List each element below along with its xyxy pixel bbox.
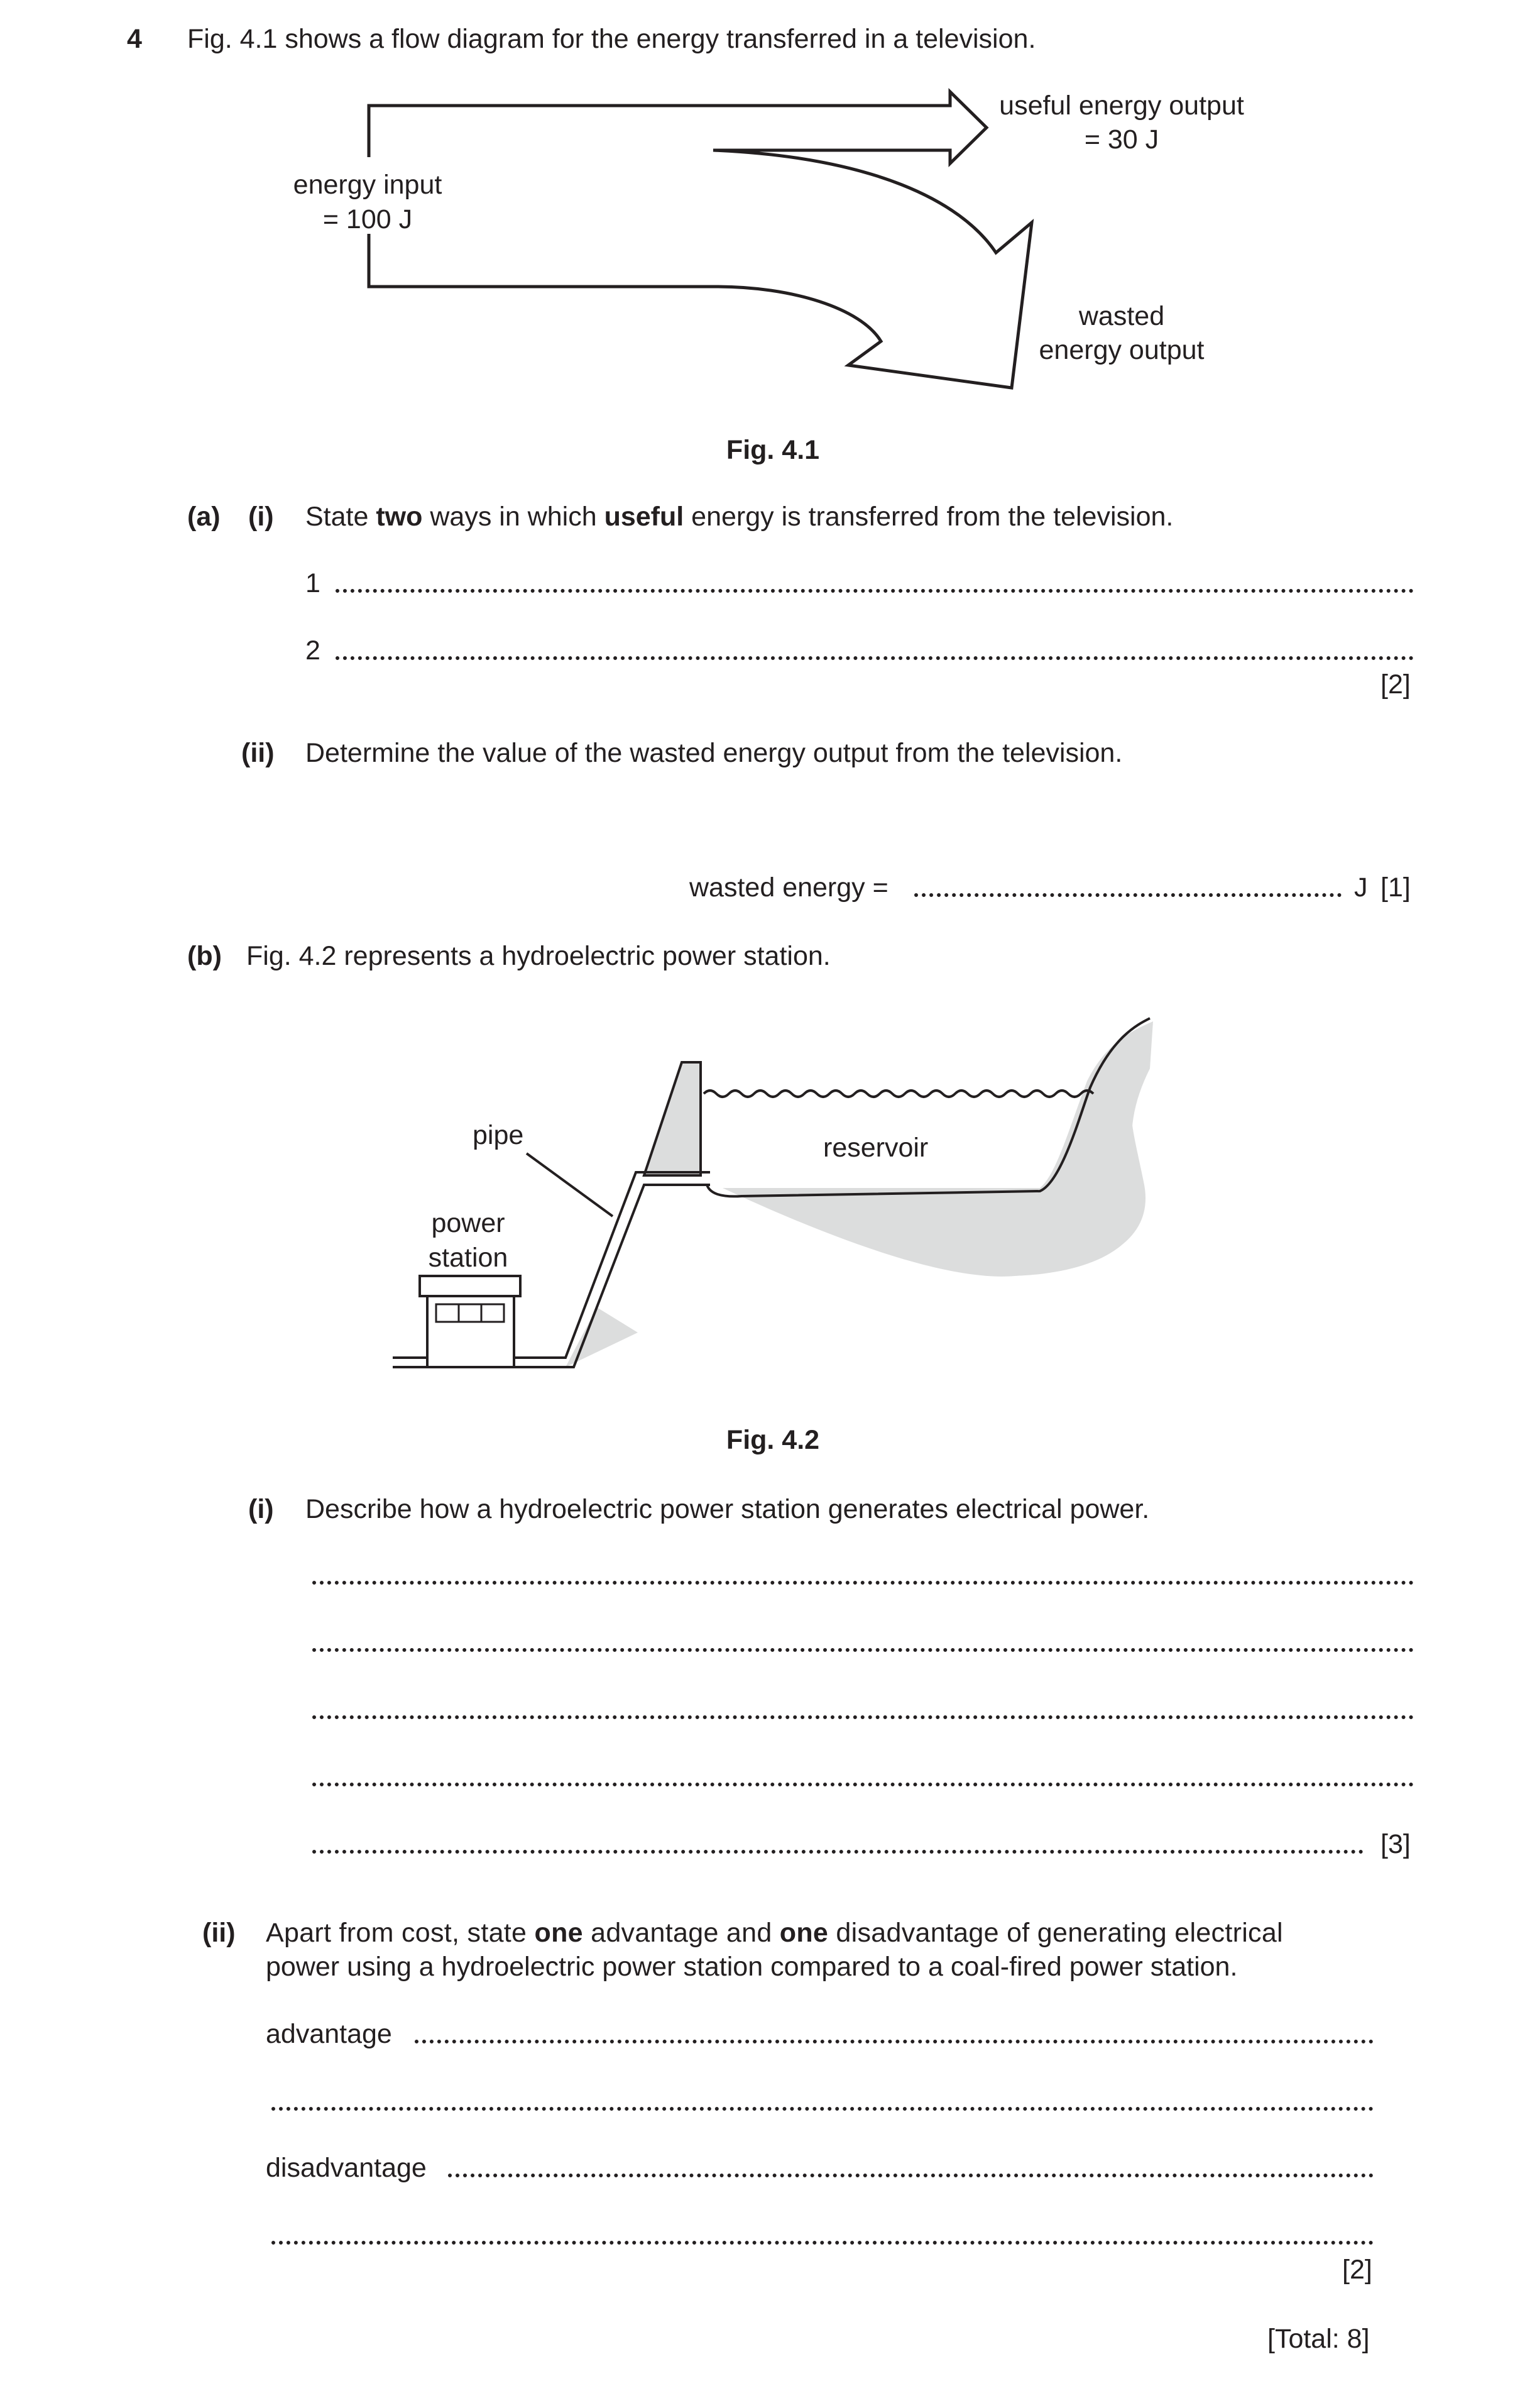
- answer-line-b-i-1[interactable]: [312, 1581, 1414, 1585]
- question-number: 4: [127, 24, 142, 54]
- part-a-i-question: State two ways in which useful energy is transferred from the television.: [305, 502, 1174, 532]
- marks-b-ii: [2]: [1342, 2255, 1372, 2285]
- part-b-i-question: Describe how a hydroelectric power station generates electrical power.: [305, 1494, 1150, 1524]
- power-station-window: [436, 1304, 504, 1322]
- water-surface: [704, 1091, 1093, 1097]
- marks-a-ii: [1]: [1381, 872, 1411, 903]
- total-marks: [Total: 8]: [1267, 2324, 1370, 2354]
- wasted-output-label-1: wasted: [1078, 301, 1165, 331]
- mountain-shading: [1005, 1021, 1153, 1276]
- question-intro: Fig. 4.1 shows a flow diagram for the energy transferred in a television.: [187, 24, 1036, 54]
- energy-input-label-2: = 100 J: [322, 204, 413, 234]
- reservoir-label: reservoir: [823, 1133, 929, 1163]
- answer-line-b-i-2[interactable]: [312, 1648, 1414, 1652]
- answer-line-2-number: 2: [305, 635, 320, 666]
- part-a-ii-label: (ii): [241, 738, 275, 768]
- marks-a-i: [2]: [1381, 669, 1411, 700]
- disadvantage-answer-line-2[interactable]: [271, 2241, 1374, 2245]
- disadvantage-answer-line-1[interactable]: [448, 2174, 1374, 2177]
- power-station-label-2: station: [428, 1243, 508, 1273]
- energy-input-label-1: energy input: [293, 170, 442, 200]
- part-a-i-label: (i): [248, 502, 274, 532]
- useful-output-label-2: = 30 J: [1084, 124, 1159, 155]
- part-a-label: (a): [187, 502, 221, 532]
- wasted-output-label-2: energy output: [1039, 335, 1205, 365]
- part-b-intro: Fig. 4.2 represents a hydroelectric power station.: [246, 941, 831, 971]
- part-b-ii-label: (ii): [202, 1918, 236, 1948]
- wasted-energy-answer-label: wasted energy =: [689, 872, 888, 903]
- part-a-ii-question: Determine the value of the wasted energy output from the television.: [305, 738, 1123, 768]
- disadvantage-label: disadvantage: [266, 2153, 427, 2183]
- power-station-label-1: power: [431, 1208, 505, 1238]
- answer-line-1-number: 1: [305, 568, 320, 598]
- wasted-energy-unit: J: [1354, 872, 1368, 903]
- advantage-label: advantage: [266, 2019, 392, 2049]
- answer-line-b-i-3[interactable]: [312, 1715, 1414, 1719]
- dam: [644, 1062, 701, 1175]
- marks-b-i: [3]: [1381, 1829, 1411, 1859]
- answer-line-b-i-5[interactable]: [312, 1850, 1364, 1854]
- pipe-label: pipe: [473, 1120, 524, 1150]
- useful-output-label-1: useful energy output: [999, 91, 1244, 121]
- part-b-ii-question-line-2: power using a hydroelectric power station compared to a coal-fired power station.: [266, 1952, 1238, 1982]
- answer-line-b-i-4[interactable]: [312, 1783, 1414, 1786]
- part-b-ii-question-line-1: Apart from cost, state one advantage and one disadvantage of generating electrical: [266, 1918, 1283, 1948]
- advantage-answer-line-1[interactable]: [415, 2040, 1374, 2043]
- part-b-label: (b): [187, 941, 222, 971]
- fig1-caption: Fig. 4.1: [726, 435, 820, 465]
- fig2-caption: Fig. 4.2: [726, 1425, 820, 1455]
- advantage-answer-line-2[interactable]: [271, 2107, 1374, 2111]
- part-b-i-label: (i): [248, 1494, 274, 1524]
- pipe-leader: [527, 1153, 613, 1216]
- power-station-roof: [420, 1276, 520, 1296]
